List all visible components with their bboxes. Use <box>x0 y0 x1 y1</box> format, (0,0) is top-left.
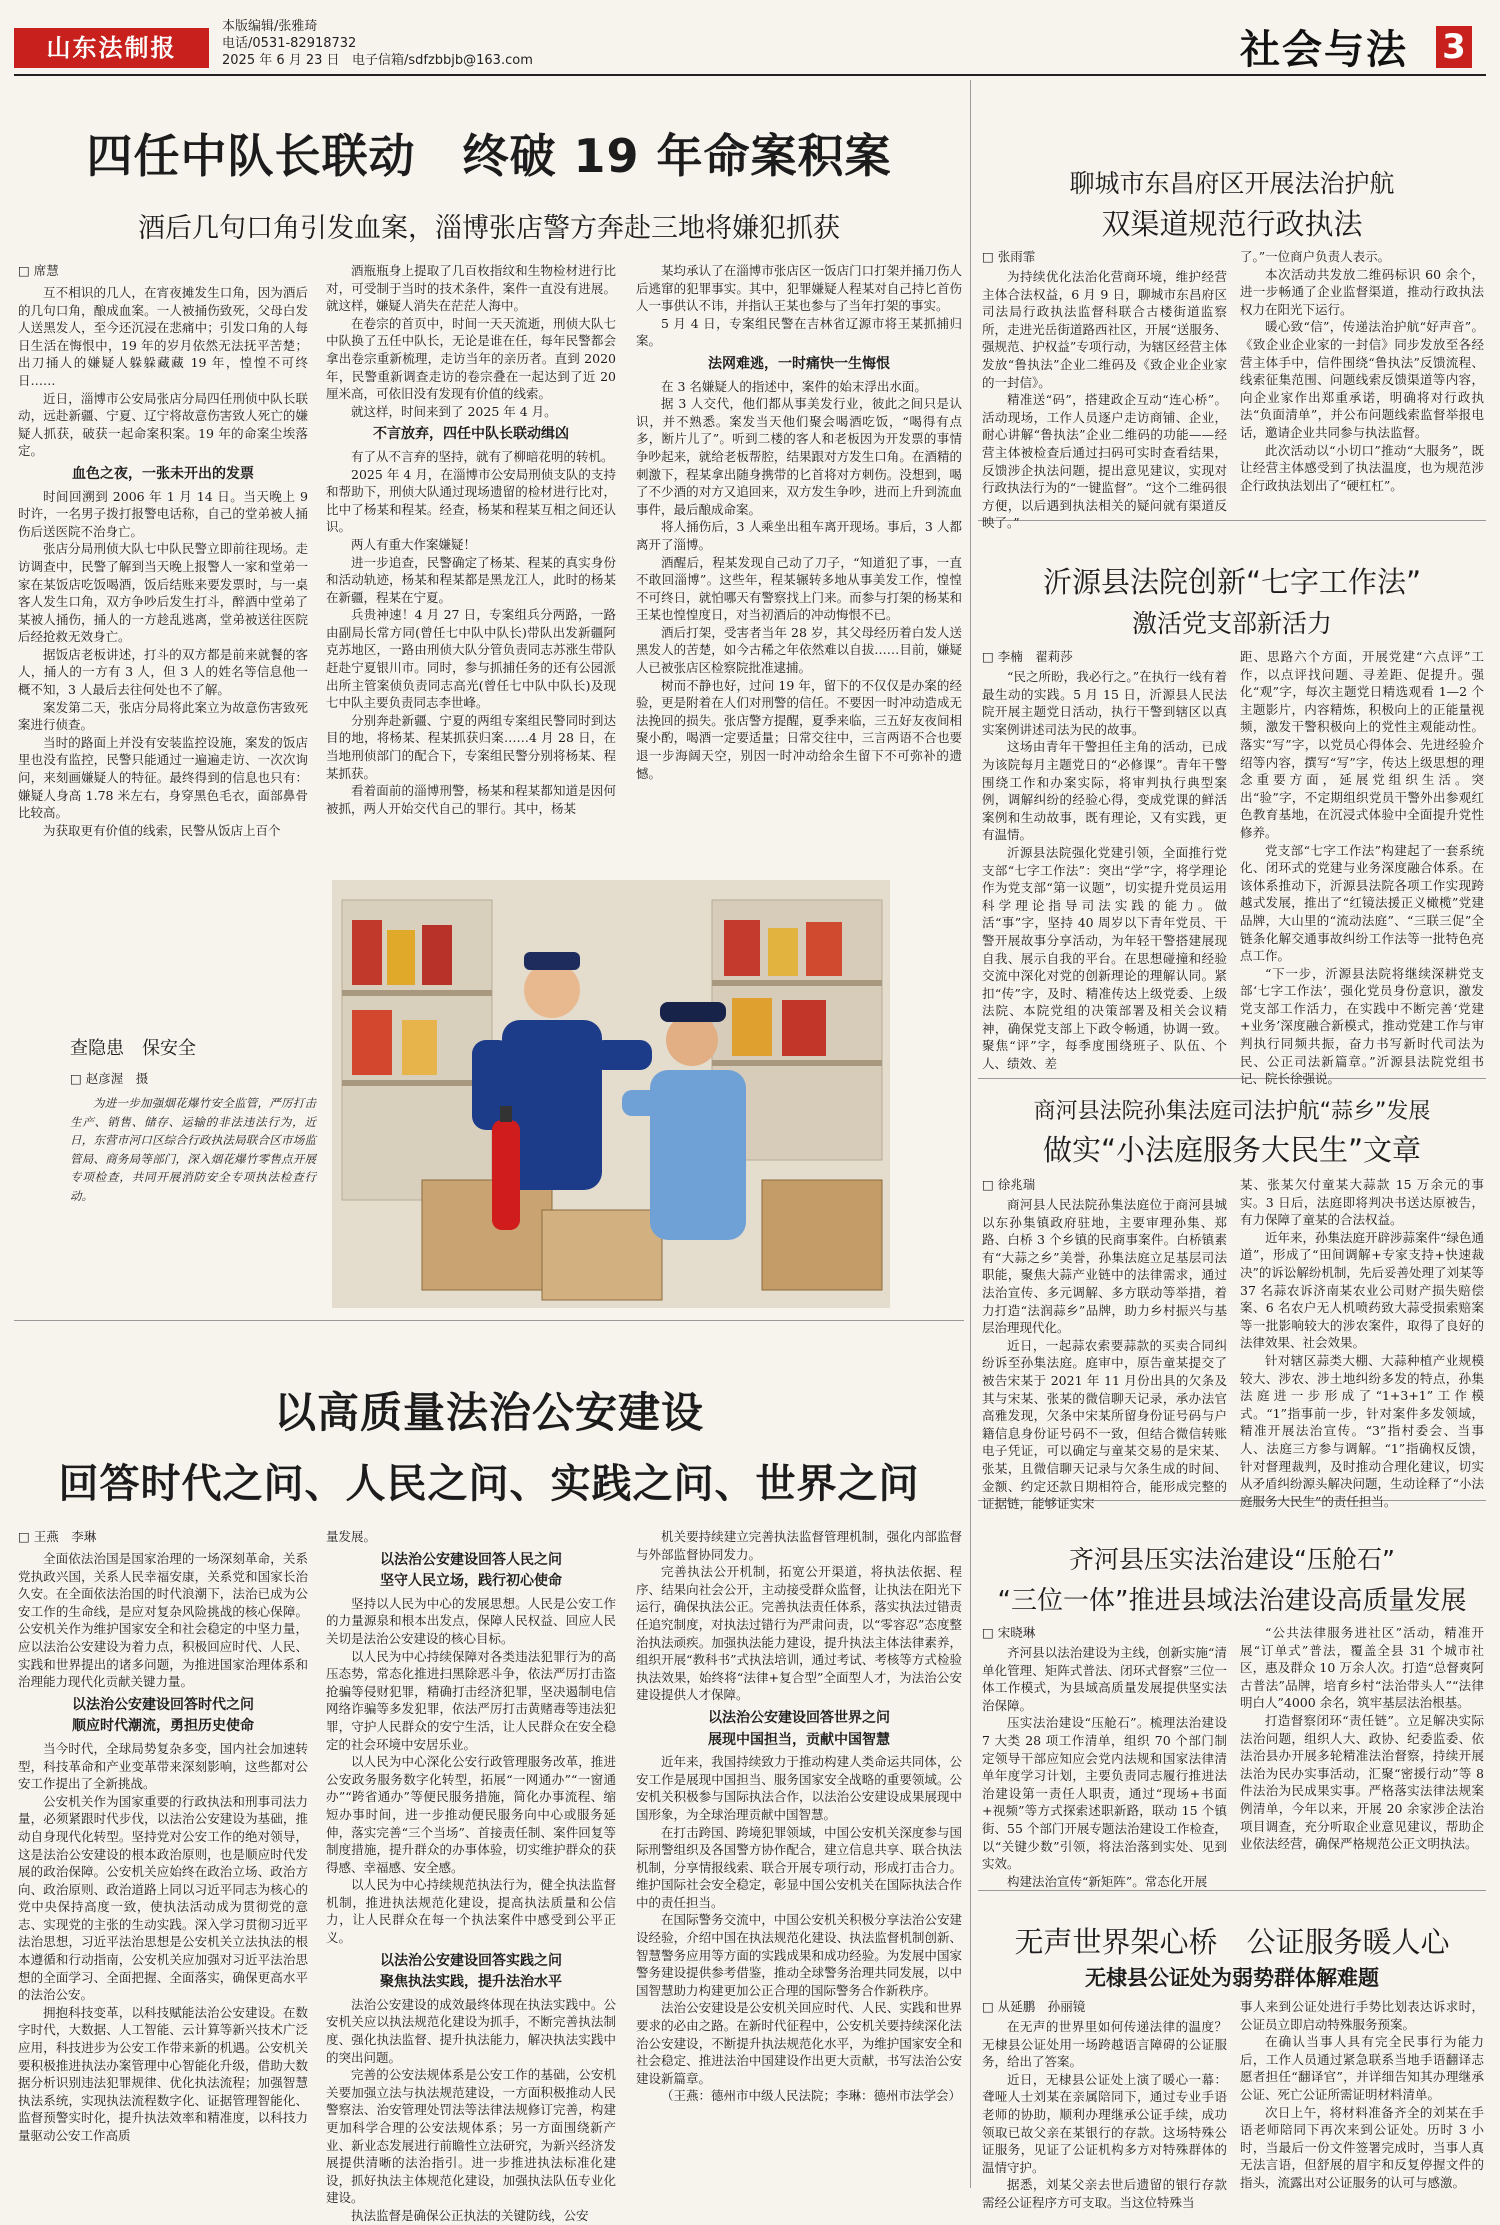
paragraph: 在卷宗的首页中，时间一天天流逝，刑侦大队七中队换了五任中队长，无论是谁在任，每年民警都会拿出卷宗重新梳理，走访当年的亲历者。直到 2020 年，民警重新调查走访的卷宗叠在一起达到了近 20 厘米高，可依旧没有发现有价值的线索。 <box>326 315 616 402</box>
paragraph: 近日，无棣县公证处上演了暖心一幕：聋哑人士刘某在亲属陪同下，通过专业手语老师的协助，顺利办理继承公证手续，成功领取已故父亲在某银行的存款。这场特殊公证服务，见证了公证机构多方对特殊群体的温情守护。 <box>982 2071 1227 2175</box>
paragraph: 全面依法治国是国家治理的一场深刻革命，关系党执政兴国，关系人民幸福安康，关系党和国家长治久安。在全面依法治国的时代浪潮下，法治已成为公安工作的生命线，是应对复杂风险挑战的核心保障。公安机关作为维护国家安全和社会稳定的中坚力量，应以法治公安建设为着力点，积极回应时代、人民、实践和世界提出的诸多问题，为推进国家治理体系和治理能力现代化贡献关键力量。 <box>18 1551 308 1690</box>
paragraph: 近日，一起蒜农索要蒜款的买卖合同纠纷诉至孙集法庭。庭审中，原告童某提交了被告宋某于 2021 年 11 月份出具的欠条及其与宋某、张某的微信聊天记录，承办法官高雅发现，欠条中宋某所留身份证号码与户籍信息身份证号码不一致，但结合微信转账电子凭证，可以确定与童某交易的是宋某、张某，且微信聊天记录与欠条生成的时间、金额、约定还款日期相符合，能形成完整的证据链，能够证实宋 <box>982 1337 1227 1512</box>
paragraph: 打造督察闭环“责任链”。立足解决实际法治问题，组织人大、政协、纪委监委、依法治县办开展多轮精准法治督察，持续开展法治为民办实事活动，汇聚“密援行动”等 8 件法治为民成果实事。严格落实法律法规案例清单，今年以来，开展 20 余家涉企法治项目调查，充分听取企业意见建议，帮助企业依法经营，确保严格规范公正文明执法。 <box>1240 1712 1484 1852</box>
article-column <box>1240 648 1484 1087</box>
paragraph: 压实法治建设“压舱石”。梳理法治建设 7 大类 28 项工作清单，组织 70 个部门制定领导干部应知应会党内法规和国家法律清单年度学习计划，主要负责同志履行推进法治建设第一责任人职责，通过“现场+书面+视频”等方式探索述职新路，联动 15 个镇街、55 个部门开展专题法治建设工作检查，以“关键少数”引领，将法治落到实处、见到实效。 <box>982 1715 1227 1872</box>
article-headline: 沂源县法院创新“七字工作法” <box>1042 565 1422 599</box>
paragraph: 据 3 人交代，他们都从事美发行业，彼此之间只是认识，并不熟悉。案发当天他们聚会喝酒吃饭，“喝得有点多，断片儿了”。听到二楼的客人和老板因为开发票的事情争吵起来，就给老板帮腔，结果跟对方发生口角。在酒精的刺激下，程某拿出随身携带的匕首将对方刺伤。没想到，喝了不少酒的对方又追回来，双方发生争吵，进而上升到流血事件，最后酿成命案。 <box>636 396 962 517</box>
paragraph: 为获取更有价值的线索，民警从饭店上百个 <box>43 822 281 838</box>
section-heading: 展现中国担当，贡献中国智慧 <box>708 1731 890 1748</box>
article-subheadline: 双渠道规范行政执法 <box>1101 207 1363 241</box>
paragraph: 据悉，刘某父亲去世后遗留的银行存款需经公证程序方可支取。当这位特殊当 <box>982 2177 1227 2210</box>
paragraph: “公共法律服务进社区”活动，精准开展“订单式”普法，覆盖全县 31 个城市社区，惠及群众 10 万余人次。打造“总督爽阿古普法”品牌，培育乡村“法治带头人”“法律明白人”4000 余名，筑牢基层法治根基。 <box>1240 1625 1484 1711</box>
paragraph: 案发第二天，张店分局将此案立为故意伤害致死案进行侦查。 <box>18 699 308 733</box>
paragraph: 有了从不言弃的坚持，就有了柳暗花明的转机。 <box>351 448 614 464</box>
paragraph: 将人捅伤后，3 人乘坐出租车离开现场。事后，3 人都离开了淄博。 <box>636 519 962 552</box>
paragraph: 机关要持续建立完善执法监督管理机制，强化内部监督与外部监督协同发力。 <box>636 1529 962 1562</box>
page-number: 3 <box>1436 26 1472 68</box>
section-heading: 不言放弃，四任中队长联动缉凶 <box>373 426 569 443</box>
paragraph: 执法监督是确保公正执法的关键防线，公安 <box>351 2207 589 2223</box>
paragraph: 构建法治宣传“新矩阵”。常态化开展 <box>1007 1873 1208 1889</box>
article-byline: □ 从延鹏 孙丽镜 <box>982 1999 1086 2014</box>
article-column <box>636 262 962 870</box>
paragraph: 当今时代，全球局势复杂多变，国内社会加速转型，科技革命和产业变革带来深刻影响，这些都对公安工作提出了全新挑战。 <box>18 1740 308 1792</box>
section-heading: 顺应时代潮流，勇担历史使命 <box>72 1718 254 1735</box>
article-byline: □ 徐兆瑞 <box>982 1177 1036 1192</box>
photo-byline: □ 赵彦渥 摄 <box>70 1071 149 1086</box>
date-line: 2025 年 6 月 23 日 <box>222 53 340 68</box>
paragraph: 坚持以人民为中心的发展思想。人民是公安工作的力量源泉和根本出发点，保障人民权益、回应人民关切是法治公安建设的核心目标。 <box>326 1595 616 1646</box>
section-divider <box>14 1320 964 1321</box>
paragraph: 近年来，我国持续致力于推动构建人类命运共同体，公安工作是展现中国担当、服务国家安全战略的重要领域。公安机关积极参与国际执法合作，以法治公安建设成果展现中国形象，为全球治理贡献中国智慧。 <box>636 1754 962 1822</box>
inspection-photo <box>332 880 890 1308</box>
article-headline: 商河县法院孙集法庭司法护航“蒜乡”发展 <box>1033 1099 1431 1124</box>
article-headline: 聊城市东昌府区开展法治护航 <box>1069 169 1395 198</box>
section-heading: 以法治公安建设回答世界之问 <box>708 1709 890 1726</box>
paragraph: 以人民为中心深化公安行政管理服务改革，推进公安政务服务数字化转型，拓展“一网通办”“一窗通办”“跨省通办”等便民服务措施，简化办事流程、缩短办事时间，进一步推动便民服务向中心或服务延伸，落实完善“三个当场”、首接责任制、案件回复等制度措施，提升群众的办事体验，切实维护群众的获得感、幸福感、安全感。 <box>326 1754 616 1875</box>
paragraph: 完善的公安法规体系是公安工作的基础，公安机关要加强立法与执法规范建设，一方面积极推动人民警察法、治安管理处罚法等法律法规修订完善，构建更加科学合理的公安法规体系；另一方面围绕新产业、新业态发展进行前瞻性立法研究，为新兴经济发展提供清晰的法治指引。进一步推进执法标准化建设，抓好执法主体规范化建设，加强执法队伍专业化建设。 <box>326 2067 616 2206</box>
paragraph: 法治公安建设是公安机关回应时代、人民、实践和世界要求的必由之路。在新时代征程中，公安机关要持续深化法治公安建设，不断提升执法规范化水平，为维护国家安全和社会稳定、推进法治中国建设作出更大贡献，书写法治公安建设新篇章。 <box>636 2000 962 2086</box>
paragraph: 在打击跨国、跨境犯罪领域，中国公安机关深度参与国际刑警组织及各国警方协作配合，建立信息共享、联合执法机制，分享情报线索、联合开展专项行动，形成打击合力。维护国际社会安全稳定，彰显中国公安机关在国际执法合作中的责任担当。 <box>636 1824 962 1910</box>
article-column <box>636 1528 962 2188</box>
article-subheadline: 无棣县公证处为弱势群体解难题 <box>1085 1966 1379 1990</box>
section-heading: 聚焦执法实践，提升法治水平 <box>380 1974 562 1991</box>
section-heading: 血色之夜，一张未开出的发票 <box>72 465 254 482</box>
article-column <box>18 1550 308 2188</box>
paragraph: 拥抱科技变革，以科技赋能法治公安建设。在数字时代，大数据、人工智能、云计算等新兴技术广泛应用，科技进步为公安工作带来新的机遇。公安机关要积极推进执法办案管理中心智能化升级，借助大数据分析识别违法犯罪规律、优化执法流程；加强智慧执法系统，实现执法流程数字化、证据管理智能化、监督预警实时化，提升执法效率和精准度，以科技力量驱动公安工作高质 <box>18 2004 308 2143</box>
paragraph: 党支部“七字工作法”构建起了一套系统化、闭环式的党建与业务深度融合体系。在该体系推动下，沂源县法院各项工作实现跨越式发展，推出了“红镜法援正义橄榄”党建品牌，大山里的“流动法庭”、“三联三促”全链条化解交通事故纠纷工作法等一批特色亮点工作。 <box>1240 842 1484 964</box>
article-column <box>982 268 1227 531</box>
paragraph: “下一步，沂源县法院将继续深耕党支部‘七字工作法’，强化党员身份意识，激发党支部工作活力，在实践中不断完善‘党建+业务’深度融合新模式，推动党建工作与审判执行同频共振，奋力书写新时代司法为民、公正司法新篇章。”沂源县法院党组书记、院长徐强说。 <box>1240 965 1484 1087</box>
paragraph: 互不相识的几人，在宵夜摊发生口角，因为酒后的几句口角，酿成血案。一人被捅伤致死，父母白发人送黑发人，至今还沉浸在悲痛中；引发口角的人每日生活在悔恨中，19 年的岁月依然无法抚平苦楚；出刀捅人的嫌疑人躲躲藏藏 19 年，惶惶不可终日…… <box>18 285 308 388</box>
article-headline: 无声世界架心桥 公证服务暖人心 <box>1014 1925 1450 1959</box>
paragraph: 酒后打架，受害者当年 28 岁，其父母经历着白发人送黑发人的苦楚，如今古稀之年依然难以自拔……目前，嫌疑人已被张店区检察院批准逮捕。 <box>636 624 962 676</box>
article-subheadline: 激活党支部新活力 <box>1131 609 1332 638</box>
article-column <box>1240 1176 1484 1509</box>
editor-line: 本版编辑/张雅琦 <box>222 19 318 34</box>
paragraph: 在国际警务交流中，中国公安机关积极分享法治公安建设经验，介绍中国在执法规范化建设、执法监督机制创新、智慧警务应用等方面的实践成果和成功经验。为发展中国家警务建设提供参考借鉴，推动全球警务治理共同发展，以中国智慧助力构建更加公正合理的国际警务合作新秩序。 <box>636 1912 962 1998</box>
paragraph: 沂源县法院强化党建引领，全面推行党支部“七字工作法”：突出“学”字，将学理论作为党支部“第一议题”，切实提升党员运用科学理论指导司法实践的能力。做活“事”字，坚持 40 周岁以下青年党员、干警开展故事分享活动，为年轻干警搭建展现自我、展示自我的平台。在思想碰撞和经验交流中深化对党的创新理论的理解认同。紧扣“传”字，及时、精准传达上级党委、上级法院、本院党组的决策部署及相关会议精神，确保党支部上下政令畅通，协调一致。聚焦“评”字，每季度围绕班子、队伍、个人、绩效、差 <box>982 844 1227 1072</box>
article-column <box>1240 248 1484 514</box>
paragraph: 张店分局刑侦大队七中队民警立即前往现场。走访调查中，民警了解到当天晚上报警人一家和堂弟一家在某饭店吃饭喝酒，饭后结账来要发票时，与一桌客人发生口角，双方争吵后发生打斗，醉酒中堂弟了某被人捅伤，捅人的一方趁乱逃离，堂弟被送往医院后经抢救无效身亡。 <box>18 541 308 645</box>
article-byline: □ 李楠 翟莉莎 <box>982 649 1073 664</box>
inspection-photo-illustration <box>332 880 890 1308</box>
article-column <box>982 2018 1227 2210</box>
paragraph: 齐河县以法治建设为主线，创新实施“清单化管理、矩阵式普法、闭环式督察”三位一体工作模式，为县域高质量发展提供坚实法治保障。 <box>982 1645 1227 1713</box>
paragraph: 兵贵神速！4 月 27 日，专案组兵分两路，一路由副局长常方同(曾任七中队中队长)带队出发新疆阿克苏地区，一路由刑侦大队分管负责同志苏涨生带队赶赴宁夏银川市。同时，参与抓捕任务的还有公园派出所主管案侦负责同志高光(曾任七中队中队长)及现七中队主要负责同志李世峰。 <box>326 607 616 711</box>
paragraph: 次日上午，将材料准备齐全的刘某在手语老师陪同下再次来到公证处。历时 3 小时，当最后一份文件签署完成时，当事人真无法言语，但舒展的眉宇和反复停握文件的指头，流露出对公证服务的认可与感激。 <box>1240 2104 1484 2190</box>
paragraph: 在确认当事人具有完全民事行为能力后，工作人员通过紧急联系当地手语翻译志愿者担任“翻译官”，并详细告知其办理继承公证、死亡公证所需证明材料清单。 <box>1240 2034 1484 2102</box>
article-headline: 四任中队长联动 终破 19 年命案积案 <box>86 129 892 183</box>
article-byline: □ 张雨霏 <box>982 249 1036 264</box>
paragraph: 某、张某欠付童某大蒜款 15 万余元的事实。3 日后，法庭即将判决书送达原被告，有力保障了童某的合法权益。 <box>1240 1177 1484 1228</box>
article-byline: □ 宋晓琳 <box>982 1625 1036 1640</box>
paragraph: 当时的路面上并没有安装监控设施，案发的饭店里也没有监控，民警只能通过一遍遍走访、一次次询问，来刻画嫌疑人的特征。最终得到的信息也只有：嫌疑人身高 1.78 米左右，身穿黑色毛衣，面部鼻骨比较高。 <box>18 734 308 821</box>
photo-caption-box <box>14 884 326 1308</box>
paragraph: 近日，淄博市公安局张店分局四任刑侦中队长联动，远赴新疆、宁夏、辽宁将故意伤害致人死亡的嫌疑人抓获，破获一起命案积案。19 年的命案尘埃落定。 <box>18 390 308 459</box>
section-heading: 坚守人民立场，践行初心使命 <box>380 1573 562 1590</box>
paragraph: 某均承认了在淄博市张店区一饭店门口打架并捅刀伤人后逃窜的犯罪事实。其中，犯罪嫌疑人程某对自己持匕首伤人一事供认不讳，并指认王某也参与了当年打架的事实。 <box>636 263 962 314</box>
paragraph: 针对辖区蒜类大棚、大蒜种植产业规模较大、涉农、涉土地纠纷多发的特点，孙集法庭进一步形成了“1+3+1”工作模式。“1”指事前一步，针对案件多发领域，精准开展法治宣传。“3”指村委会、当事人、法庭三方参与调解。“1”指确权反馈，针对督理裁判，及时推动合理化建议，切实从矛盾纠纷源头解决问题，生动诠释了“小法庭服务大民生”的责任担当。 <box>1240 1352 1484 1509</box>
article-subheadline: 酒后几句口角引发血案，淄博张店警方奔赴三地将嫌犯抓获 <box>138 213 840 244</box>
article-subheadline: 做实“小法庭服务大民生”文章 <box>1042 1133 1422 1167</box>
article-column <box>326 262 616 870</box>
paragraph: 酒瓶瓶身上提取了几百枚指纹和生物检材进行比对，可受制于当时的技术条件，案件一直没有进展。就这样，嫌疑人消失在茫茫人海中。 <box>326 263 616 314</box>
page-meta <box>222 18 533 69</box>
paragraph: 本次活动共发放二维码标识 60 余个，进一步畅通了企业监督渠道，推动行政执法权力在阳光下运行。 <box>1240 266 1484 317</box>
article-column <box>982 1196 1227 1512</box>
paragraph: 此次活动以“小切口”推动“大服务”，既让经营主体感受到了执法温度，也为规范涉企行政执法划出了“硬杠杠”。 <box>1240 442 1484 493</box>
section-heading: 以法治公安建设回答人民之问 <box>380 1551 562 1568</box>
paragraph: 法治公安建设的成效最终体现在执法实践中。公安机关应以执法规范化建设为抓手，不断完善执法制度、强化执法监督、提升执法能力，解决执法实践中的突出问题。 <box>326 1996 616 2065</box>
article-byline: □ 王燕 李琳 <box>18 1529 97 1544</box>
column-divider <box>970 80 971 2188</box>
article-subheadline: 回答时代之问、人民之问、实践之问、世界之问 <box>58 1460 920 1507</box>
paragraph: 距、思路六个方面，开展党建“六点评”工作，以点评找问题、寻差距、促提升。强化“观”字，每次主题党日精选观看 1—2 个主题影片，内容精炼，积极向上的正能量视频，激发干警积极向上的党性主观能动性。落实“写”字，以党员心得体会、先进经验介绍等内容，撰写“写”字，传达上级思想的理念重要方面，延展党组织生活。突出“验”字，不定期组织党员干警外出参观红色教育基地，在沉浸式体验中全面提升党性修养。 <box>1240 649 1484 840</box>
phone-line: 电话/0531-82918732 <box>222 36 357 51</box>
paragraph: 在 3 名嫌疑人的指述中，案件的始末浮出水面。 <box>661 378 927 394</box>
article-column <box>18 284 308 870</box>
paragraph: 量发展。 <box>326 1529 377 1544</box>
article-headline: 齐河县压实法治建设“压舱石” <box>1069 1545 1395 1574</box>
paragraph: 据饭店老板讲述，打斗的双方都是前来就餐的客人，捅人的一方有 3 人，但 3 人的姓名等信息他一概不知，3 人最后去往何处也不了解。 <box>18 646 308 698</box>
article-column <box>982 1644 1227 1889</box>
paragraph: 2025 年 4 月，在淄博市公安局刑侦支队的支持和帮助下，刑侦大队通过现场遗留的检材进行比对，比中了杨某和程某。经查，杨某和程某互相之间还认识。 <box>326 466 616 535</box>
paragraph: 这场由青年干警担任主角的活动，已成为该院每月主题党日的“必修课”。青年干警围绕工作和办案实际，将审判执行典型案例，调解纠纷的经验心得，变成党课的鲜活案例和生动故事，既有理论，又有实践，更有温情。 <box>982 739 1227 843</box>
paragraph: 在无声的世界里如何传递法律的温度？无棣县公证处用一场跨越语言障碍的公证服务，给出了答案。 <box>982 2019 1227 2070</box>
section-heading: 以法治公安建设回答实践之问 <box>380 1952 562 1969</box>
paragraph: 两人有重大作案嫌疑！ <box>351 536 477 552</box>
paragraph: 以人民为中心持续规范执法行为，健全执法监督机制，推进执法规范化建设，提高执法质量和公信力，让人民群众在每一个执法案件中感受到公平正义。 <box>326 1877 616 1946</box>
paragraph: 了。”一位商户负责人表示。 <box>1240 249 1391 264</box>
photo-caption-title: 查隐患 保安全 <box>70 1038 196 1059</box>
article-byline: □ 席慧 <box>18 263 59 278</box>
paragraph: 时间回溯到 2006 年 1 月 14 日。当天晚上 9 时许，一名男子拨打报警电话称，自己的堂弟被人捅伤后送医院不治身亡。 <box>18 488 308 539</box>
paragraph: 进一步追查，民警确定了杨某、程某的真实身份和活动轨迹，杨某和程某都是黑龙江人，此时的杨某在新疆，程某在宁夏。 <box>326 554 616 605</box>
paragraph: 暖心致“信”，传递法治护航“好声音”。《致企业企业家的一封信》同步发放至各经营主体手中，信件围绕“鲁执法”反馈流程、线索征集范围、问题线索反馈渠道等内容，向企业家作出郑重承诺，明确将对行政执法“负面清单”，并公布问题线索监督举报电话，邀请企业共同参与执法监督。 <box>1240 319 1484 440</box>
article-column <box>1240 1998 1484 2188</box>
header-rule <box>14 74 1486 76</box>
paragraph: 精准送“码”，搭建政企互动“连心桥”。活动现场，工作人员逐户走访商铺、企业，耐心讲解“鲁执法”企业二维码的功能——经营主体被检查后通过扫码可实时查看结果，反馈涉企执法问题，提出意见建议，实现对行政执法行为的“一键监督”。“这个二维码很方便，以后遇到执法相关的疑问就有渠道反映了。” <box>982 392 1227 531</box>
email-line: 电子信箱/sdfzbbjb@163.com <box>351 53 533 68</box>
photo-caption-text: 为进一步加强烟花爆竹安全监管，严厉打击生产、销售、储存、运输的非法违法行为，近日，东营市河口区综合行政执法局联合区市场监管局、商务局等部门，深入烟花爆竹零售点开展专项检查，共同开展消防安全专项执法检查行动。 <box>70 1096 316 1203</box>
paragraph: “民之所盼，我必行之。”在执行一线有着最生动的实践。5 月 15 日，沂源县人民法院开展主题党日活动，执行干警到辖区以真实案例讲述司法为民的故事。 <box>982 669 1227 737</box>
paragraph: 分别奔赴新疆、宁夏的两组专案组民警同时到达目的地，将杨某、程某抓获归案……4 月 28 日，在当地刑侦部门的配合下，专案组民警分别将杨某、程某抓获。 <box>326 712 616 781</box>
paragraph: 为持续优化法治化营商环境，维护经营主体合法权益，6 月 9 日，聊城市东昌府区司法局行政执法监督科联合古楼街道监察所，走进光岳街道路西社区，开展“送服务、强规范、护权益”专项行动，为辖区经营主体发放“鲁执法”企业二维码及《致企业企业家的一封信》。 <box>982 269 1227 390</box>
paragraph: 近年来，孙集法庭开辟涉蒜案件“绿色通道”，形成了“田间调解+专家支持+快速裁决”的诉讼解纷机制，先后妥善处理了刘某等 37 名蒜农诉济南某农业公司财产损失赔偿案、6 名农户无人机喷药致大蒜受损索赔案等一批影响较大的涉农案件，取得了良好的法律效果、社会效果。 <box>1240 1229 1484 1351</box>
paragraph: 5 月 4 日，专案组民警在吉林省辽源市将王某抓捕归案。 <box>636 315 962 349</box>
paragraph: 酒醒后，程某发现自己动了刀子，“知道犯了事，一直不敢回淄博”。这些年，程某辗转多地从事美发工作，惶惶不可终日，就怕哪天有警察找上门来。而参与打架的杨某和王某也惶惶度日，对当初酒后的冲动悔恨不已。 <box>636 554 962 623</box>
section-name: 社会与法 <box>1240 27 1408 73</box>
paragraph: 树而不静也好，过问 19 年，留下的不仅仅是办案的经验，更是附着在人们对刑警的信任。不要因一时冲动造成无法挽回的损失。张店警方提醒，夏季来临，三五好友夜间相聚小酌，喝酒一定要适量；日常交往中，三言两语不合也要退一步海阔天空，别因一时冲动给余生留下不可弥补的遗憾。 <box>636 677 962 781</box>
article-column <box>982 668 1227 1072</box>
section-heading: 以法治公安建设回答时代之问 <box>72 1696 254 1713</box>
paragraph: 公安机关作为国家重要的行政执法和刑事司法力量，必须紧跟时代步伐，以法治公安建设为基础，推动自身现代化转型。坚持党对公安工作的绝对领导，这是法治公安建设的根本政治原则，也是顺应时代发展的政治保障。公安机关应始终在政治立场、政治方向、政治原则、政治道路上同以习近平同志为核心的党中央保持高度一致，使执法活动成为贯彻党的意志、实现党的主张的生动实践。深入学习贯彻习近平法治思想，习近平法治思想是公安机关立法执法的根本遵循和行动指南，公安机关应加强对习近平法治思想的全面学习、全面把握、全面落实，确保更高水平的法治公安。 <box>18 1793 308 2003</box>
paragraph: 看着面前的淄博刑警，杨某和程某都知道是因何被抓，两人开始交代自己的罪行。其中，杨某 <box>326 783 616 816</box>
paragraph: 以人民为中心持续保障对各类违法犯罪行为的高压态势，常态化推进扫黑除恶斗争，依法严厉打击盗抢骗等侵财犯罪，精确打击经济犯罪，坚决遏制电信网络诈骗等多发犯罪，依法严厉打击黄赌毒等违法犯罪，守护人民群众的安宁生活，让人民群众在安全稳定的社会环境中安居乐业。 <box>326 1648 616 1752</box>
paragraph: 事人来到公证处进行手势比划表达诉求时，公证员立即启动特殊服务预案。 <box>1240 1999 1484 2032</box>
paragraph: 商河县人民法院孙集法庭位于商河县城以东孙集镇政府驻地，主要审理孙集、郑路、白桥 3 个乡镇的民商事案件。白桥镇素有“大蒜之乡”美誉，孙集法庭立足基层司法职能，聚焦大蒜产业链中的法律需求，通过法治宣传、多元调解、多方联动等举措，着力打造“法润蒜乡”品牌，助力乡村振兴与基层治理现代化。 <box>982 1197 1227 1336</box>
article-subheadline: “三位一体”推进县域法治建设高质量发展 <box>997 1586 1467 1616</box>
article-column <box>1240 1624 1484 1884</box>
paragraph: 就这样，时间来到了 2025 年 4 月。 <box>351 403 557 419</box>
article-headline: 以高质量法治公安建设 <box>273 1388 704 1437</box>
article-column <box>326 1528 616 2223</box>
section-heading: 法网难逃，一时痛快一生悔恨 <box>708 355 890 372</box>
paragraph: （王燕：德州市中级人民法院；李琳：德州市法学会） <box>661 2088 962 2104</box>
paragraph: 完善执法公开机制，拓宽公开渠道，将执法依据、程序、结果向社会公开，主动接受群众监督，让执法在阳光下运行，确保执法公正。完善执法责任体系，落实执法过错责任追究制度，对执法过错行为严肃问责，以“零容忍”态度整治执法顽疾。加强执法能力建设，提升执法主体法律素养，组织开展“教科书”式执法培训，通过考试、考核等方式检验执法效果，始终将“法律+复合型”全面型人才，为法治公安建设提供人才保障。 <box>636 1564 962 1703</box>
newspaper-masthead: 山东法制报 <box>14 28 209 68</box>
